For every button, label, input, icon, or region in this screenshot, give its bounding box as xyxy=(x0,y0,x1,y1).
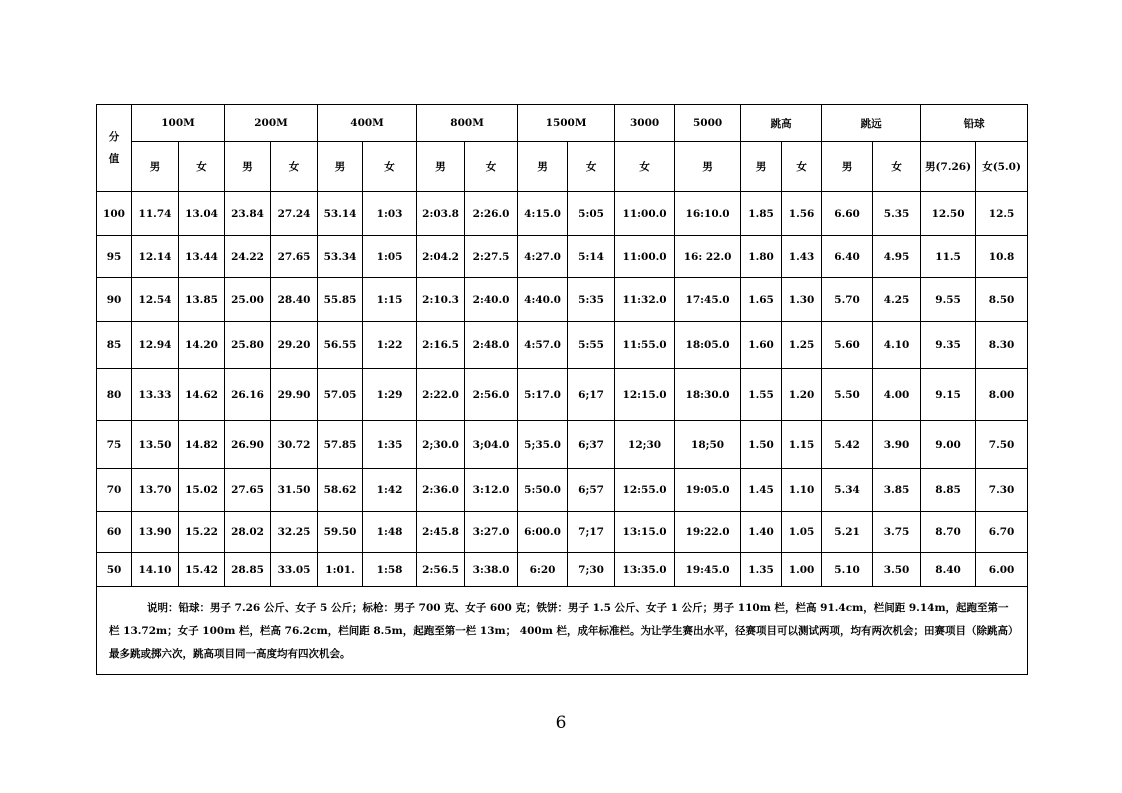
score-cell: 70 xyxy=(97,469,132,512)
score-row xyxy=(97,469,1028,512)
result-cell: 2;30.0 xyxy=(417,421,465,469)
score-row xyxy=(97,512,1028,553)
result-cell: 6.60 xyxy=(822,192,873,236)
gender-header-cell: 女(5.0) xyxy=(976,142,1028,192)
gender-header-cell: 女 xyxy=(615,142,675,192)
result-cell: 13.04 xyxy=(179,192,225,236)
result-cell: 16: 22.0 xyxy=(675,236,741,278)
result-cell: 6.00 xyxy=(976,553,1028,587)
result-cell: 11:00.0 xyxy=(615,192,675,236)
result-cell: 2:04.2 xyxy=(417,236,465,278)
result-cell: 9.55 xyxy=(921,278,976,322)
result-cell: 57.05 xyxy=(318,369,363,421)
result-cell: 5.60 xyxy=(822,322,873,369)
gender-header-cell: 女 xyxy=(873,142,921,192)
score-standards-table xyxy=(96,104,1028,675)
gender-header-cell: 女 xyxy=(179,142,225,192)
score-header-char-1: 分 xyxy=(108,131,120,143)
result-cell: 12.14 xyxy=(132,236,179,278)
result-cell: 11:55.0 xyxy=(615,322,675,369)
result-cell: 1.60 xyxy=(741,322,782,369)
result-cell: 11.74 xyxy=(132,192,179,236)
event-header-cell: 1500M xyxy=(518,105,615,142)
result-cell: 1.30 xyxy=(782,278,822,322)
result-cell: 2:48.0 xyxy=(465,322,518,369)
result-cell: 30.72 xyxy=(271,421,318,469)
result-cell: 2:40.0 xyxy=(465,278,518,322)
result-cell: 1.80 xyxy=(741,236,782,278)
result-cell: 4.95 xyxy=(873,236,921,278)
result-cell: 2:36.0 xyxy=(417,469,465,512)
result-cell: 2:26.0 xyxy=(465,192,518,236)
result-cell: 1.35 xyxy=(741,553,782,587)
event-header-cell: 跳高 xyxy=(741,105,822,142)
result-cell: 18:05.0 xyxy=(675,322,741,369)
result-cell: 2:56.5 xyxy=(417,553,465,587)
result-cell: 1:01. xyxy=(318,553,363,587)
result-cell: 1:05 xyxy=(363,236,417,278)
result-cell: 12.54 xyxy=(132,278,179,322)
result-cell: 4:15.0 xyxy=(518,192,568,236)
result-cell: 7.50 xyxy=(976,421,1028,469)
score-cell: 100 xyxy=(97,192,132,236)
result-cell: 5.21 xyxy=(822,512,873,553)
result-cell: 5:55 xyxy=(568,322,615,369)
result-cell: 4:40.0 xyxy=(518,278,568,322)
result-cell: 5;35.0 xyxy=(518,421,568,469)
result-cell: 1.15 xyxy=(782,421,822,469)
result-cell: 1:42 xyxy=(363,469,417,512)
result-cell: 4.25 xyxy=(873,278,921,322)
result-cell: 1.40 xyxy=(741,512,782,553)
result-cell: 28.40 xyxy=(271,278,318,322)
score-cell: 95 xyxy=(97,236,132,278)
result-cell: 28.85 xyxy=(225,553,271,587)
result-cell: 3.90 xyxy=(873,421,921,469)
note-row xyxy=(97,587,1028,675)
result-cell: 2:56.0 xyxy=(465,369,518,421)
result-cell: 18;50 xyxy=(675,421,741,469)
gender-header-cell: 男(7.26) xyxy=(921,142,976,192)
event-header-row xyxy=(97,105,1028,142)
result-cell: 6:00.0 xyxy=(518,512,568,553)
result-cell: 27.24 xyxy=(271,192,318,236)
result-cell: 11.5 xyxy=(921,236,976,278)
result-cell: 13.70 xyxy=(132,469,179,512)
result-cell: 13.50 xyxy=(132,421,179,469)
gender-header-cell: 女 xyxy=(363,142,417,192)
result-cell: 3:12.0 xyxy=(465,469,518,512)
result-cell: 1.10 xyxy=(782,469,822,512)
gender-header-cell: 男 xyxy=(518,142,568,192)
result-cell: 29.90 xyxy=(271,369,318,421)
score-row xyxy=(97,421,1028,469)
result-cell: 11:00.0 xyxy=(615,236,675,278)
result-cell: 26.16 xyxy=(225,369,271,421)
result-cell: 3.85 xyxy=(873,469,921,512)
event-header-cell: 800M xyxy=(417,105,518,142)
event-header-cell: 跳远 xyxy=(822,105,921,142)
score-row xyxy=(97,278,1028,322)
result-cell: 4:27.0 xyxy=(518,236,568,278)
rules-note-text: 说明：铅球：男子 7.26 公斤、女子 5 公斤；标枪：男子 700 克、女子 600 克；铁饼：男子 1.5 公斤、女子 1 公斤；男子 110m 栏，栏高 91.4cm，栏间距 9.14m，起跑至第一栏 13.72m；女子 100m 栏，栏高 76.2cm，栏间距 8.5m，起跑至第一栏 13m； 400m 栏，成年标准栏。为让学生赛出水平，径赛项目可以测试两项，均有两次机会；田赛项目（除跳高）最多跳或掷六次，跳高项目同一高度均有四次机会。 xyxy=(109,602,1014,660)
gender-header-row xyxy=(97,142,1028,192)
result-cell: 1:35 xyxy=(363,421,417,469)
result-cell: 14.10 xyxy=(132,553,179,587)
result-cell: 8.85 xyxy=(921,469,976,512)
result-cell: 27.65 xyxy=(225,469,271,512)
gender-header-cell: 女 xyxy=(465,142,518,192)
event-header-cell: 100M xyxy=(132,105,225,142)
gender-header-cell: 男 xyxy=(132,142,179,192)
result-cell: 23.84 xyxy=(225,192,271,236)
result-cell: 33.05 xyxy=(271,553,318,587)
result-cell: 14.62 xyxy=(179,369,225,421)
result-cell: 15.22 xyxy=(179,512,225,553)
gender-header-cell: 女 xyxy=(782,142,822,192)
gender-header-cell: 女 xyxy=(568,142,615,192)
result-cell: 10.8 xyxy=(976,236,1028,278)
result-cell: 27.65 xyxy=(271,236,318,278)
score-cell: 90 xyxy=(97,278,132,322)
result-cell: 2:27.5 xyxy=(465,236,518,278)
result-cell: 12.50 xyxy=(921,192,976,236)
result-cell: 32.25 xyxy=(271,512,318,553)
result-cell: 7.30 xyxy=(976,469,1028,512)
result-cell: 5:17.0 xyxy=(518,369,568,421)
result-cell: 17:45.0 xyxy=(675,278,741,322)
gender-header-cell: 男 xyxy=(822,142,873,192)
result-cell: 6.70 xyxy=(976,512,1028,553)
result-cell: 1.20 xyxy=(782,369,822,421)
result-cell: 26.90 xyxy=(225,421,271,469)
result-cell: 55.85 xyxy=(318,278,363,322)
result-cell: 9.15 xyxy=(921,369,976,421)
result-cell: 3.75 xyxy=(873,512,921,553)
result-cell: 25.00 xyxy=(225,278,271,322)
result-cell: 12.94 xyxy=(132,322,179,369)
result-cell: 6:20 xyxy=(518,553,568,587)
gender-header-cell: 男 xyxy=(417,142,465,192)
gender-header-cell: 男 xyxy=(741,142,782,192)
result-cell: 13:15.0 xyxy=(615,512,675,553)
result-cell: 9.35 xyxy=(921,322,976,369)
score-cell: 50 xyxy=(97,553,132,587)
result-cell: 14.82 xyxy=(179,421,225,469)
result-cell: 1.43 xyxy=(782,236,822,278)
result-cell: 6;57 xyxy=(568,469,615,512)
result-cell: 3.50 xyxy=(873,553,921,587)
result-cell: 1:03 xyxy=(363,192,417,236)
score-row xyxy=(97,369,1028,421)
score-cell: 85 xyxy=(97,322,132,369)
result-cell: 5:35 xyxy=(568,278,615,322)
result-cell: 16:10.0 xyxy=(675,192,741,236)
result-cell: 13:35.0 xyxy=(615,553,675,587)
result-cell: 1:29 xyxy=(363,369,417,421)
note-cell xyxy=(97,587,1028,675)
result-cell: 8.00 xyxy=(976,369,1028,421)
result-cell: 15.42 xyxy=(179,553,225,587)
result-cell: 1.55 xyxy=(741,369,782,421)
score-row xyxy=(97,322,1028,369)
gender-header-cell: 女 xyxy=(271,142,318,192)
result-cell: 4.00 xyxy=(873,369,921,421)
result-cell: 2:10.3 xyxy=(417,278,465,322)
result-cell: 8.40 xyxy=(921,553,976,587)
result-cell: 5.70 xyxy=(822,278,873,322)
result-cell: 1.85 xyxy=(741,192,782,236)
result-cell: 1.56 xyxy=(782,192,822,236)
result-cell: 5.35 xyxy=(873,192,921,236)
result-cell: 7;17 xyxy=(568,512,615,553)
result-cell: 1:15 xyxy=(363,278,417,322)
result-cell: 12.5 xyxy=(976,192,1028,236)
result-cell: 5.34 xyxy=(822,469,873,512)
result-cell: 4:57.0 xyxy=(518,322,568,369)
result-cell: 1:48 xyxy=(363,512,417,553)
result-cell: 8.50 xyxy=(976,278,1028,322)
score-row xyxy=(97,236,1028,278)
result-cell: 25.80 xyxy=(225,322,271,369)
result-cell: 5.10 xyxy=(822,553,873,587)
result-cell: 29.20 xyxy=(271,322,318,369)
event-header-cell: 3000 xyxy=(615,105,675,142)
result-cell: 2:16.5 xyxy=(417,322,465,369)
score-row xyxy=(97,192,1028,236)
result-cell: 1.65 xyxy=(741,278,782,322)
result-cell: 18:30.0 xyxy=(675,369,741,421)
result-cell: 58.62 xyxy=(318,469,363,512)
event-header-cell: 铅球 xyxy=(921,105,1028,142)
event-header-cell: 200M xyxy=(225,105,318,142)
result-cell: 24.22 xyxy=(225,236,271,278)
result-cell: 13.33 xyxy=(132,369,179,421)
result-cell: 4.10 xyxy=(873,322,921,369)
page-number: 6 xyxy=(555,713,567,733)
result-cell: 13.85 xyxy=(179,278,225,322)
event-header-cell: 400M xyxy=(318,105,417,142)
score-cell: 75 xyxy=(97,421,132,469)
score-header-char-2: 值 xyxy=(108,153,120,165)
result-cell: 3;04.0 xyxy=(465,421,518,469)
gender-header-cell: 男 xyxy=(225,142,271,192)
result-cell: 19:05.0 xyxy=(675,469,741,512)
result-cell: 7;30 xyxy=(568,553,615,587)
result-cell: 6;17 xyxy=(568,369,615,421)
result-cell: 8.30 xyxy=(976,322,1028,369)
score-column-header xyxy=(97,105,132,192)
result-cell: 56.55 xyxy=(318,322,363,369)
result-cell: 5.42 xyxy=(822,421,873,469)
result-cell: 3:27.0 xyxy=(465,512,518,553)
result-cell: 6;37 xyxy=(568,421,615,469)
result-cell: 13.90 xyxy=(132,512,179,553)
result-cell: 2:22.0 xyxy=(417,369,465,421)
result-cell: 12:55.0 xyxy=(615,469,675,512)
result-cell: 6.40 xyxy=(822,236,873,278)
event-header-cell: 5000 xyxy=(675,105,741,142)
result-cell: 1.05 xyxy=(782,512,822,553)
score-cell: 60 xyxy=(97,512,132,553)
result-cell: 28.02 xyxy=(225,512,271,553)
result-cell: 1.45 xyxy=(741,469,782,512)
result-cell: 53.14 xyxy=(318,192,363,236)
result-cell: 1.00 xyxy=(782,553,822,587)
result-cell: 5.50 xyxy=(822,369,873,421)
result-cell: 2:03.8 xyxy=(417,192,465,236)
result-cell: 5:14 xyxy=(568,236,615,278)
result-cell: 19:45.0 xyxy=(675,553,741,587)
result-cell: 2:45.8 xyxy=(417,512,465,553)
result-cell: 1.50 xyxy=(741,421,782,469)
result-cell: 53.34 xyxy=(318,236,363,278)
result-cell: 57.85 xyxy=(318,421,363,469)
result-cell: 5:50.0 xyxy=(518,469,568,512)
result-cell: 15.02 xyxy=(179,469,225,512)
result-cell: 5:05 xyxy=(568,192,615,236)
result-cell: 13.44 xyxy=(179,236,225,278)
result-cell: 8.70 xyxy=(921,512,976,553)
result-cell: 59.50 xyxy=(318,512,363,553)
result-cell: 14.20 xyxy=(179,322,225,369)
gender-header-cell: 男 xyxy=(675,142,741,192)
gender-header-cell: 男 xyxy=(318,142,363,192)
result-cell: 1:58 xyxy=(363,553,417,587)
score-row xyxy=(97,553,1028,587)
result-cell: 19:22.0 xyxy=(675,512,741,553)
result-cell: 1.25 xyxy=(782,322,822,369)
result-cell: 12;30 xyxy=(615,421,675,469)
score-cell: 80 xyxy=(97,369,132,421)
result-cell: 3:38.0 xyxy=(465,553,518,587)
result-cell: 1:22 xyxy=(363,322,417,369)
result-cell: 11:32.0 xyxy=(615,278,675,322)
result-cell: 12:15.0 xyxy=(615,369,675,421)
result-cell: 9.00 xyxy=(921,421,976,469)
result-cell: 31.50 xyxy=(271,469,318,512)
